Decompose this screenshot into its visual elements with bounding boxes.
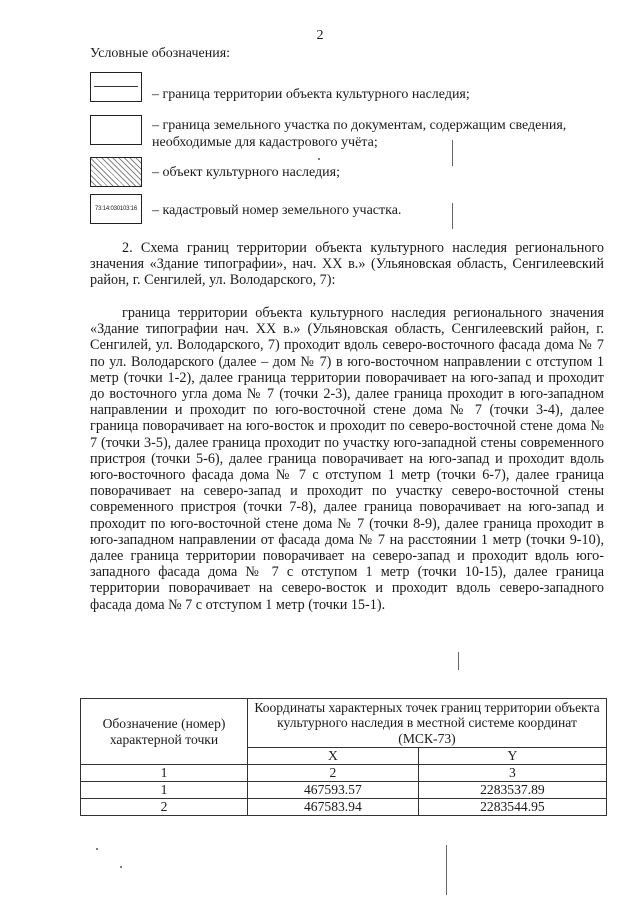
legend-item-cadastral-number: – кадастровый номер земельного участка. <box>152 203 402 218</box>
index-cell: 2 <box>248 765 419 782</box>
x-cell: 467593.57 <box>248 782 419 799</box>
x-cell: 467583.94 <box>248 799 419 816</box>
table-row <box>81 782 607 799</box>
margin-line <box>452 140 453 166</box>
table-index-row <box>81 765 607 782</box>
legend-item-heritage-object: – объект культурного наследия; <box>152 165 340 180</box>
point-designation-header: Обозначение (номер) характерной точки <box>81 699 248 765</box>
page-number: 2 <box>316 28 324 43</box>
y-column-header: Y <box>418 748 606 765</box>
coordinates-header: Координаты характерных точек границ территории объекта культурного наследия в местной системе координат (МСК-73) <box>248 699 607 748</box>
legend-item-land-plot: – граница земельного участка по документам, содержащим сведения, необходимые для кадастрового учёта; <box>152 118 567 150</box>
index-cell: 3 <box>418 765 606 782</box>
point-cell: 1 <box>81 782 248 799</box>
y-cell: 2283537.89 <box>418 782 606 799</box>
table-row <box>81 799 607 816</box>
margin-line <box>452 203 453 229</box>
boundary-description: граница территории объекта культурного наследия регионального значения «Здание типографии нач. XX в.» (Ульяновская область, Сенгилеевский район, г. Сенгилей, ул. Володарского, 7) проходит вдоль северо-восточного фасада дома № 7 по ул. Володарского (далее – дом № 7) в юго-восточном направлении с отступом 1 метр (точки 1-2), далее граница территории поворачивает на юго-запад и проходит до восточного угла дома № 7 (точки 2-3), далее граница проходит в юго-западном направлении и проходит по юго-восточной стене дома № 7 (точки 3-4), далее граница поворачивает на юго-восток и проходит по северо-восточной стене дома № 7 (точки 3-5), далее граница проходит по участку юго-западной стены современного пристроя (точки 5-6), далее граница поворачивает на юго-запад и проходит вдоль юго-восточного фасада дома № 7 с отступом 1 метр (точки 6-7), далее граница поворачивает на северо-запад и проходит по участку северо-восточной стены современного пристроя (точки 7-8), далее граница поворачивает на юго-запад и проходит по юго-восточной стене дома № 7 (точки 8-9), далее граница проходит в юго-западном направлении от фасада дома № 7 на расстоянии 1 метр (точки 9-10), далее граница территории поворачивает на северо-запад и проходит вдоль юго-западного фасада дома № 7 с отступом 1 метр (точки 10-15), далее граница территории поворачивает на северо-восток и проходит вдоль северо-западного фасада дома № 7 с отступом 1 метр (точки 15-1). <box>90 305 604 613</box>
scan-speck <box>318 158 320 160</box>
margin-line <box>446 845 447 895</box>
index-cell: 1 <box>81 765 248 782</box>
double-line-boundary-icon <box>90 72 142 102</box>
scan-speck <box>120 866 122 868</box>
legend-title: Условные обозначения: <box>90 46 231 61</box>
section-heading: 2. Схема границ территории объекта культурного наследия регионального значения «Здание типографии», нач. XX в.» (Ульяновская область, Сенгилеевский район, г. Сенгилей, ул. Володарского, 7): <box>90 240 604 289</box>
table-header-row <box>81 699 607 748</box>
point-cell: 2 <box>81 799 248 816</box>
cadastral-number-label: 73:14:030103:16 <box>94 206 138 212</box>
x-column-header: X <box>248 748 419 765</box>
scan-speck <box>96 848 98 850</box>
rectangle-boundary-icon <box>90 115 142 145</box>
coordinates-table <box>80 698 607 816</box>
cadastral-number-icon <box>90 194 142 224</box>
hatched-area-icon <box>90 157 142 187</box>
y-cell: 2283544.95 <box>418 799 606 816</box>
legend-item-boundary-territory: – граница территории объекта культурного наследия; <box>152 87 470 102</box>
margin-line <box>458 652 459 670</box>
